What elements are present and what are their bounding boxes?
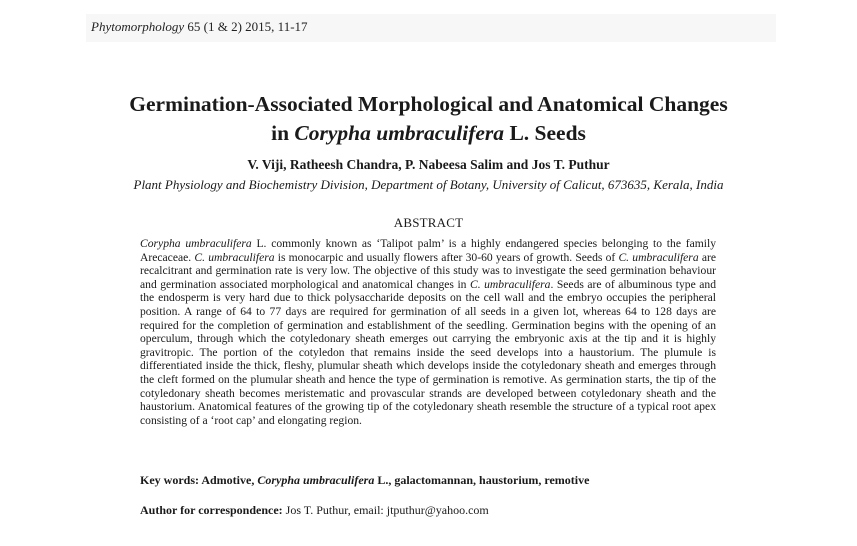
abstract-text: is monocarpic and usually flowers after 30-60 years of growth. Seeds of [274,250,619,264]
abstract-body [140,237,716,427]
abstract-text: L. commonly known as ‘Talipot palm’ is a highly endangered species belonging to the family Arecaceae. [140,237,716,264]
abstract-species-name: C. umbraculifera [469,277,551,291]
affiliation: Plant Physiology and Biochemistry Division, Department of Botany, University of Calicut, 673635, Kerala, India [133,177,724,192]
keywords [140,473,589,488]
running-head [91,19,308,35]
keywords-label: Key words: Admotive, [140,473,258,487]
abstract-heading: ABSTRACT [393,215,464,230]
paper-title [60,90,797,148]
keywords-species: Corypha umbraculifera [257,473,375,487]
journal-name: Phytomorphology [91,19,185,34]
abstract-species-name: C. umbraculifera [194,250,275,264]
title-species: Corypha umbraculifera [294,121,505,145]
abstract-text: . Seeds are of albuminous type and the endosperm is very hard due to thick polysaccharide deposits on the cell wall and the embryo occupies the peripheral position. A range of 64 to 77 days are required for germination of all seeds in a given lot, whereas 64 to 128 days are required for the completion of germination and establishment of the seedling. Germination begins with the opening of an operculum, through which the cotyledonary sheath emerges out carrying the embryonic axis at the tip and it is highly gravitropic. The portion of the cotyledon that remains inside the seed develops into a haustorium. The plumule is differentiated inside the thick, fleshy, plumular sheath which develops inside the cotyledonary sheath and emerges through the cleft formed on the plumular sheath and hence the type of germination is remotive. As germination starts, the tip of the cotyledonary sheath becomes meristematic and provascular strands are developed between cotyledonary sheath and the haustorium. Anatomical features of the growing tip of the cotyledonary sheath resemble the structure of a typical root apex consisting of a ‘root cap’ and elongating region. [140,277,716,427]
title-prefix: in [271,121,295,145]
abstract-species-name: C. umbraculifera [618,250,699,264]
title-line-1: Germination-Associated Morphological and Anatomical Changes [129,92,728,116]
abstract-species-name: Corypha umbraculifera [140,237,252,250]
keywords-rest: L., galactomannan, haustorium, remotive [374,473,590,487]
abstract-text: are recalcitrant and germination rate is very low. The objective of this study was to investigate the seed germination behaviour and germination associated morphological and anatomical changes in [140,250,716,291]
title-suffix: L. Seeds [504,121,586,145]
correspondence [140,503,489,518]
journal-citation: 65 (1 & 2) 2015, 11-17 [184,19,308,34]
correspondence-label: Author for correspondence: [140,503,283,517]
title-line-2 [60,119,797,148]
author-list: V. Viji, Ratheesh Chandra, P. Nabeesa Salim and Jos T. Puthur [247,157,610,172]
correspondence-text: Jos T. Puthur, email: jtputhur@yahoo.com [282,503,489,517]
